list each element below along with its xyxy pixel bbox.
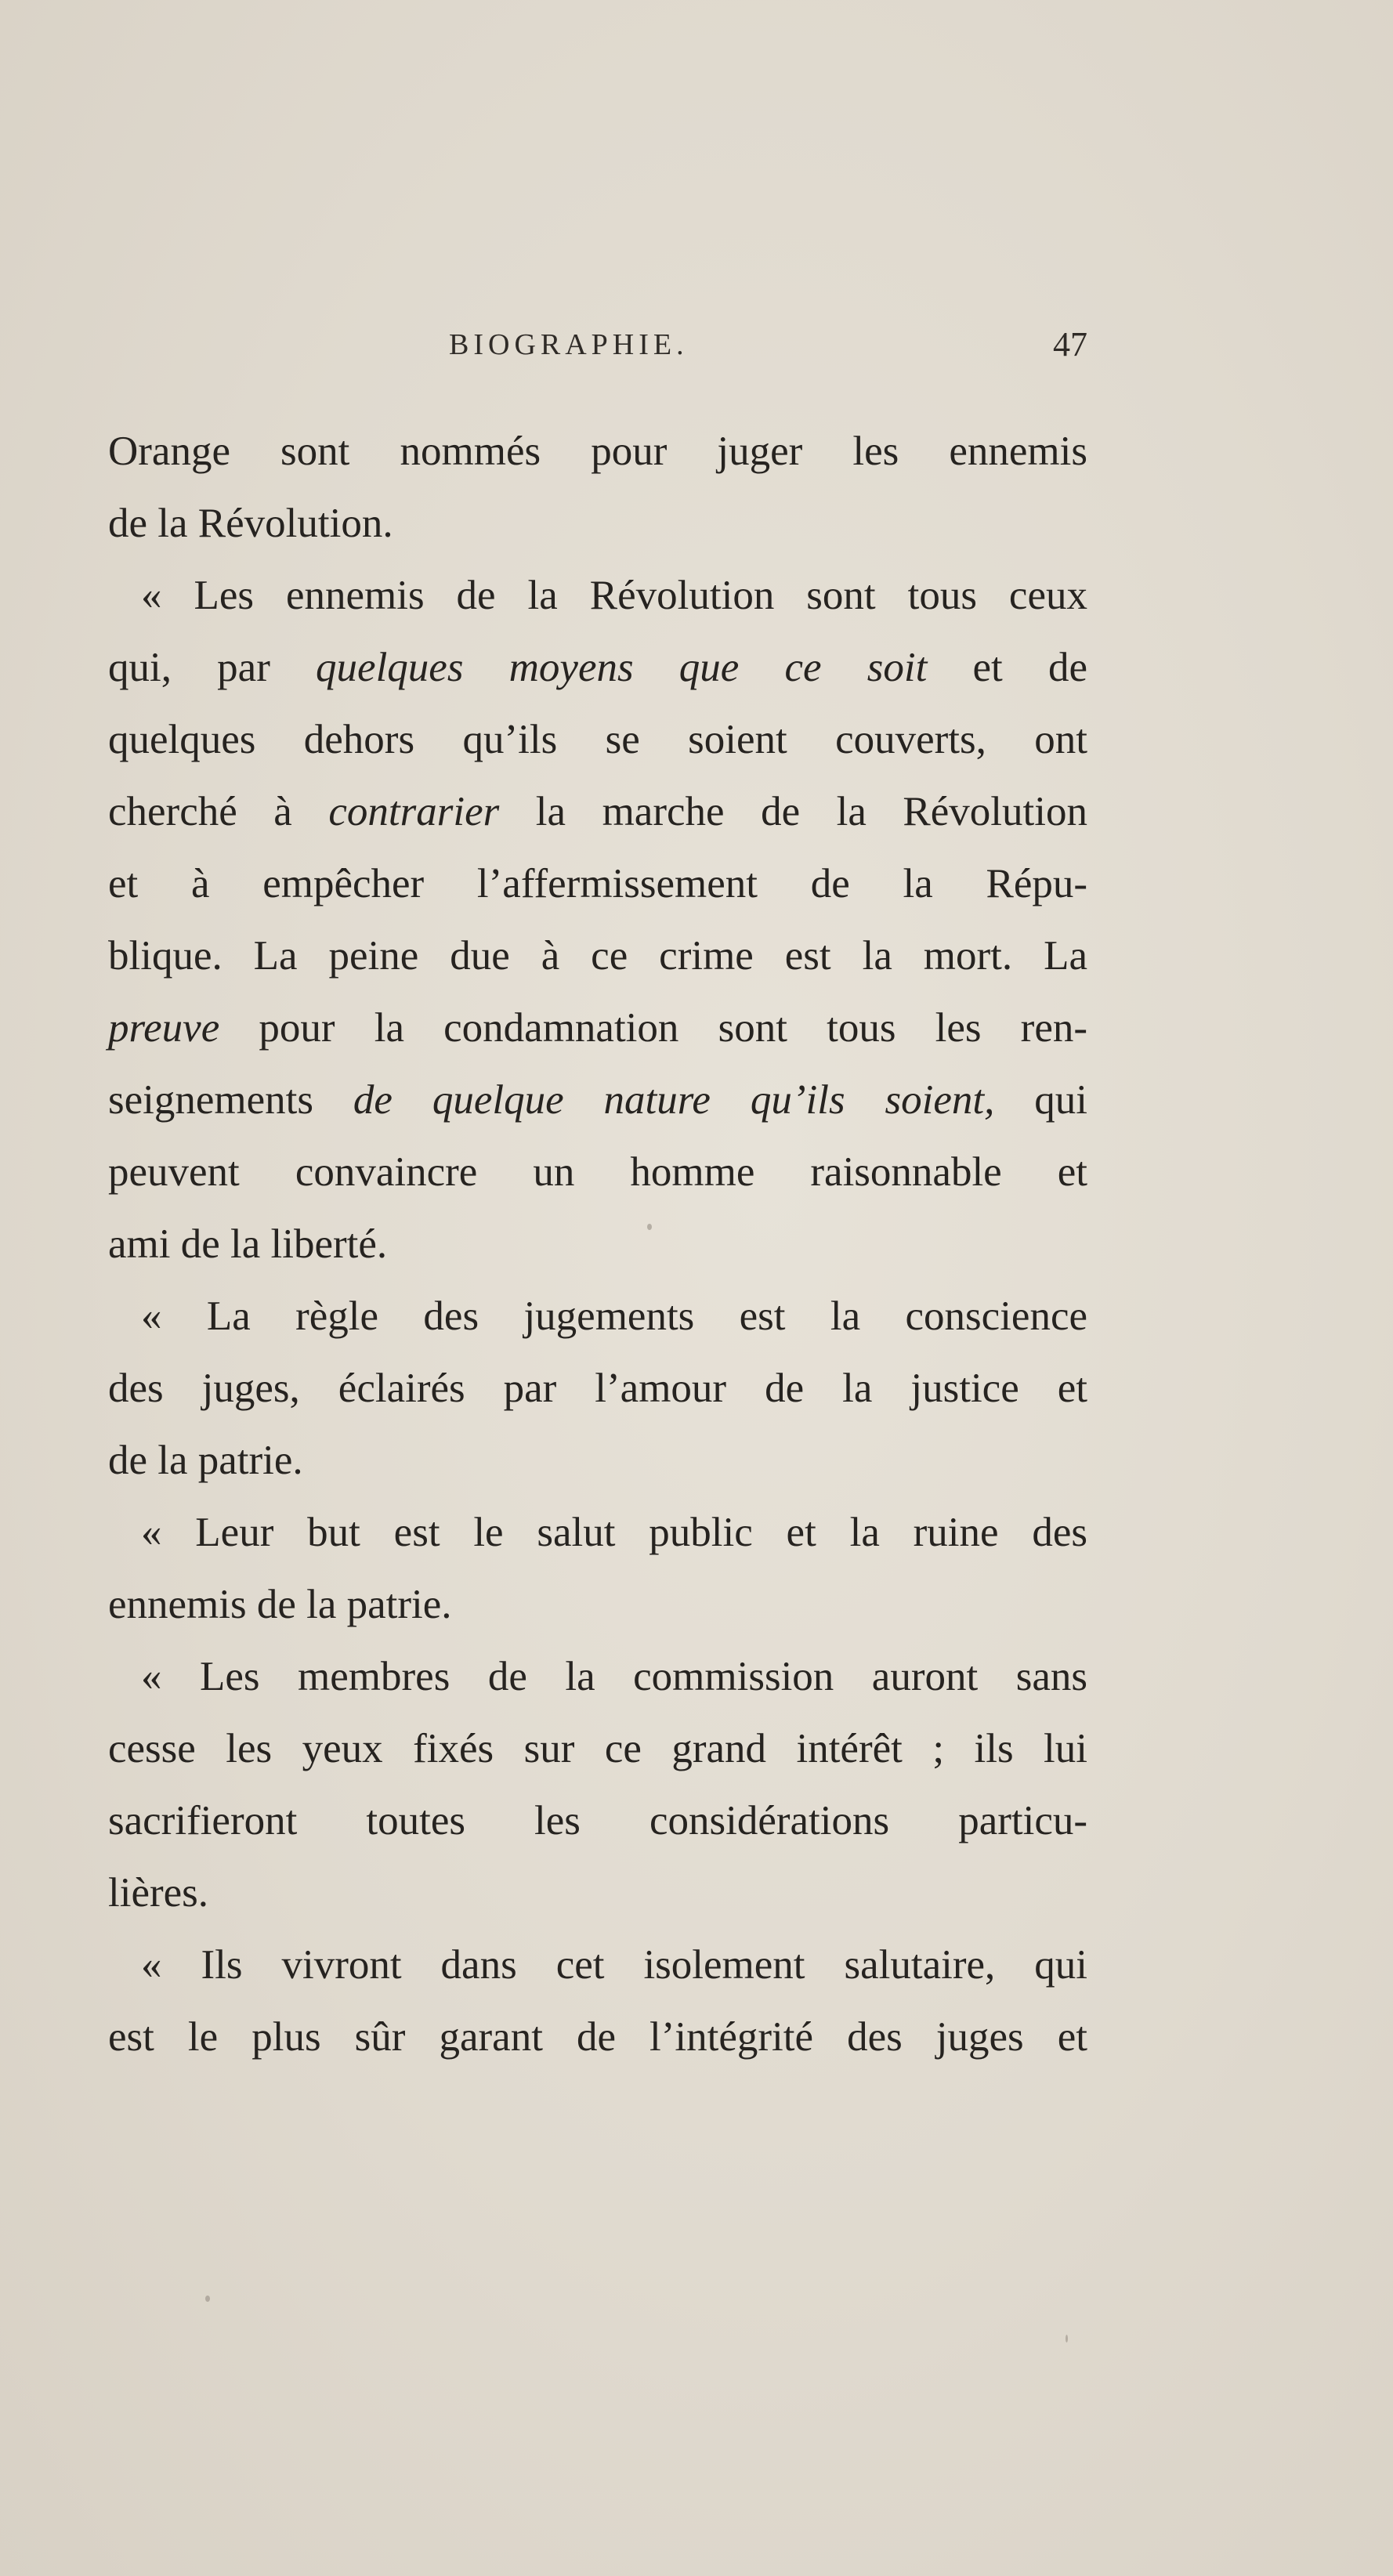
text-line: ami de la liberté. bbox=[108, 1221, 388, 1267]
text-line: « Les membres de la commission auront sans bbox=[141, 1654, 1087, 1699]
text-line: lières. bbox=[108, 1870, 209, 1916]
text-line: peuvent convaincre un homme raisonnable et bbox=[108, 1149, 1087, 1195]
text-line: de la patrie. bbox=[108, 1438, 303, 1483]
emphasis: de quelque nature qu’ils soient, bbox=[353, 1077, 995, 1123]
text-line: est le plus sûr garant de l’intégrité des juges et bbox=[108, 2014, 1087, 2060]
page-header bbox=[108, 324, 1087, 371]
running-head: BIOGRAPHIE. bbox=[449, 328, 689, 361]
text-line: de la Révolution. bbox=[108, 501, 393, 546]
text-line: Orange sont nommés pour juger les ennemis bbox=[108, 429, 1087, 474]
text-line: seignements de quelque nature qu’ils soient, qui bbox=[108, 1077, 1087, 1123]
text-line: blique. La peine due à ce crime est la mort. La bbox=[108, 933, 1087, 979]
emphasis: preuve bbox=[108, 1005, 220, 1051]
page-number: 47 bbox=[1053, 325, 1087, 364]
text-line: des juges, éclairés par l’amour de la justice et bbox=[108, 1366, 1087, 1411]
text-line: « Les ennemis de la Révolution sont tous ceux bbox=[141, 573, 1087, 618]
text-line: et à empêcher l’affermissement de la Répu- bbox=[108, 861, 1087, 906]
paper-speck bbox=[205, 2296, 210, 2302]
text-line: preuve pour la condamnation sont tous les ren- bbox=[108, 1005, 1087, 1051]
text-line: qui, par quelques moyens que ce soit et de bbox=[108, 645, 1087, 690]
text-line: sacrifieront toutes les considérations particu- bbox=[108, 1798, 1087, 1843]
text-line: cesse les yeux fixés sur ce grand intérêt ; ils lui bbox=[108, 1726, 1087, 1771]
text-line: quelques dehors qu’ils se soient couverts, ont bbox=[108, 717, 1087, 762]
paper-speck bbox=[647, 1224, 652, 1230]
text-line: ennemis de la patrie. bbox=[108, 1582, 452, 1627]
text-line: « Ils vivront dans cet isolement salutaire, qui bbox=[141, 1942, 1087, 1988]
text-line: « Leur but est le salut public et la ruine des bbox=[141, 1510, 1087, 1555]
text-line: cherché à contrarier la marche de la Révolution bbox=[108, 789, 1087, 834]
emphasis: quelques moyens que ce soit bbox=[316, 645, 928, 690]
emphasis: contrarier bbox=[328, 789, 500, 834]
text-line: « La règle des jugements est la conscience bbox=[141, 1293, 1087, 1339]
paper-speck bbox=[1066, 2335, 1068, 2343]
